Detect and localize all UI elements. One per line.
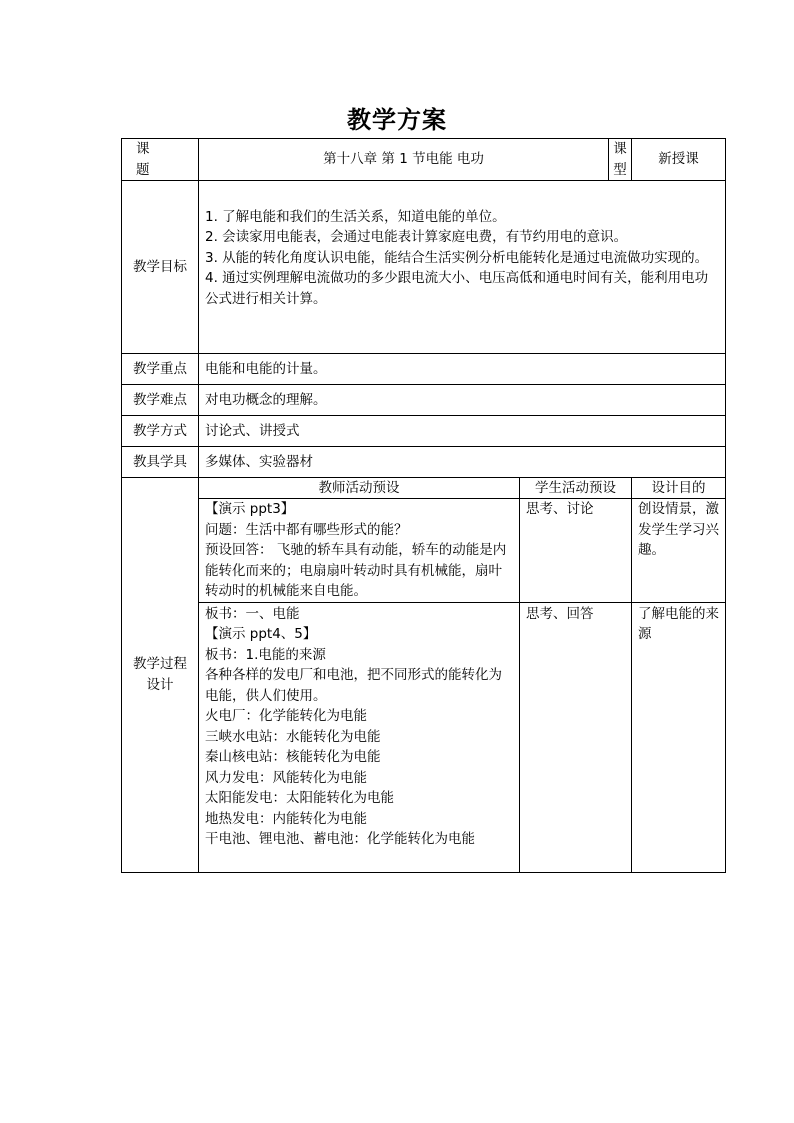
course-value: 第十八章 第 1 节电能 电功 (199, 139, 609, 181)
teacher-line: 板书：1.电能的来源 (205, 646, 326, 663)
process-row (122, 499, 726, 603)
goal-item: 1. 了解电能和我们的生活关系，知道电能的单位。 (205, 208, 506, 225)
teacher-line: 各种各样的发电厂和电池，把不同形式的能转化为电能，供人们使用。 (205, 667, 502, 704)
teacher-line: 【演示 ppt3】 (205, 501, 295, 517)
lesson-plan-table (121, 138, 726, 873)
type-value: 新授课 (632, 139, 726, 181)
teacher-line: 风力发电：风能转化为电能 (205, 769, 367, 786)
teacher-line: 火电厂：化学能转化为电能 (205, 708, 367, 724)
teacher-line: 地热发电：内能转化为电能 (205, 810, 367, 827)
design-purpose: 了解电能的来源 (632, 602, 726, 872)
teacher-line: 秦山核电站：核能转化为电能 (205, 749, 381, 765)
goals-list (199, 181, 726, 354)
document-title: 教学方案 (347, 105, 447, 134)
key-point-label: 教学重点 (122, 354, 199, 385)
process-label-line2: 设计 (146, 676, 174, 693)
student-activity: 思考、回答 (520, 602, 632, 872)
design-purpose: 创设情景，激发学生学习兴趣。 (632, 499, 726, 603)
purpose-column-header: 设计目的 (632, 478, 726, 499)
teacher-line: 板书：一、电能 (205, 605, 300, 622)
tools-row (122, 447, 726, 478)
teacher-column-header: 教师活动预设 (199, 478, 520, 499)
process-label-line1: 教学过程 (133, 656, 187, 673)
difficulty-value: 对电功概念的理解。 (199, 385, 726, 416)
key-point-value: 电能和电能的计量。 (199, 354, 726, 385)
goals-label: 教学目标 (122, 181, 199, 354)
teacher-line: 问题：生活中都有哪些形式的能？ (205, 521, 408, 538)
process-header-row (122, 478, 726, 499)
teacher-line: 预设回答： 飞驰的轿车具有动能，轿车的动能是内能转化而来的；电扇扇叶转动时具有机械能，扇叶转动时的机械能来自电能。 (205, 542, 507, 599)
difficulty-row (122, 385, 726, 416)
method-value: 讨论式、讲授式 (199, 416, 726, 447)
teacher-activity (199, 499, 520, 603)
teacher-activity (199, 602, 520, 872)
process-row (122, 602, 726, 872)
goal-item: 3. 从能的转化角度认识电能，能结合生活实例分析电能转化是通过电流做功实现的。 (205, 249, 709, 266)
method-label: 教学方式 (122, 416, 199, 447)
goal-item: 2. 会读家用电能表，会通过电能表计算家庭电费，有节约用电的意识。 (205, 229, 628, 246)
teacher-line: 【演示 ppt4、5】 (205, 626, 317, 642)
difficulty-label: 教学难点 (122, 385, 199, 416)
type-label: 课 型 (609, 139, 632, 181)
course-row (122, 139, 726, 181)
tools-value: 多媒体、实验器材 (199, 447, 726, 478)
teacher-line: 太阳能发电：太阳能转化为电能 (205, 790, 394, 806)
teacher-line: 干电池、锂电池、蓄电池：化学能转化为电能 (205, 831, 475, 847)
student-activity: 思考、讨论 (520, 499, 632, 603)
key-point-row (122, 354, 726, 385)
course-label: 课 题 (122, 139, 199, 181)
method-row (122, 416, 726, 447)
goal-item: 4. 通过实例理解电流做功的多少跟电流大小、电压高低和通电时间有关，能利用电功公式进行相关计算。 (205, 270, 709, 307)
goals-row (122, 181, 726, 354)
teacher-line: 三峡水电站：水能转化为电能 (205, 728, 381, 745)
process-label (122, 478, 199, 873)
student-column-header: 学生活动预设 (520, 478, 632, 499)
tools-label: 教具学具 (122, 447, 199, 478)
